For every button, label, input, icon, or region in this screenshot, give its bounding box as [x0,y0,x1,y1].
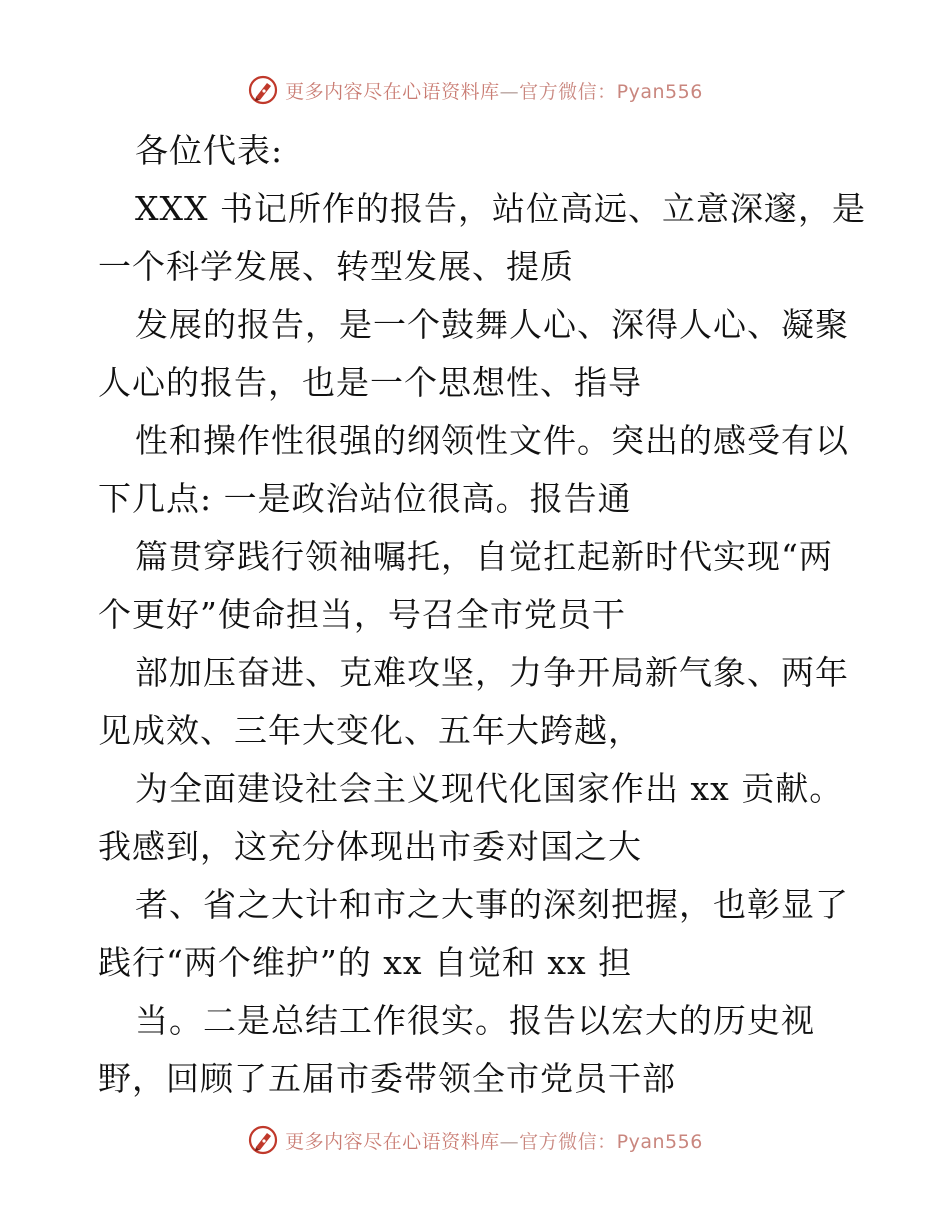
watermark-text-wechat: 官方微信：Pyan556 [519,1130,703,1153]
watermark-text-main: 更多内容尽在心语资料库 [285,1130,500,1153]
watermark-text-wechat: 官方微信：Pyan556 [519,80,703,103]
text-line: 发展的报告，是一个鼓舞人心、深得人心、凝聚 [135,305,849,344]
text-line: 野，回顾了五届市委带领全市党员干部 [98,1059,676,1098]
text-line: XXX 书记所作的报告，站位高远、立意深邃，是 [135,189,866,228]
footer-watermark [0,1120,950,1160]
text-line: 个更好”使命担当，号召全市党员干 [98,595,626,634]
text-line: 者、省之大计和市之大事的深刻把握，也彰显了 [135,885,849,924]
text-line: 见成效、三年大变化、五年大跨越， [98,711,642,750]
header-watermark [0,70,950,110]
watermark-dash: — [499,80,520,103]
text-line: 为全面建设社会主义现代化国家作出 xx 贡献。 [135,769,844,808]
text-line: 下几点: 一是政治站位很高。报告通 [98,479,632,518]
text-line: 一个科学发展、转型发展、提质 [98,247,574,286]
text-line: 践行“两个维护”的 xx 自觉和 xx 担 [98,943,633,982]
watermark-dash: — [499,1130,520,1153]
text-line: 部加压奋进、克难攻坚，力争开局新气象、两年 [135,653,849,692]
text-line: 性和操作性很强的纲领性文件。突出的感受有以 [135,421,849,460]
text-line: 人心的报告，也是一个思想性、指导 [98,363,642,402]
pen-logo-icon [247,1124,279,1156]
document-body [98,122,866,1108]
text-line: 各位代表: [135,131,284,170]
text-line: 当。二是总结工作很实。报告以宏大的历史视 [135,1001,815,1040]
text-line: 篇贯穿践行领袖嘱托，自觉扛起新时代实现“两 [135,537,833,576]
watermark-text-main: 更多内容尽在心语资料库 [285,80,500,103]
pen-logo-icon [247,74,279,106]
text-line: 我感到，这充分体现出市委对国之大 [98,827,642,866]
